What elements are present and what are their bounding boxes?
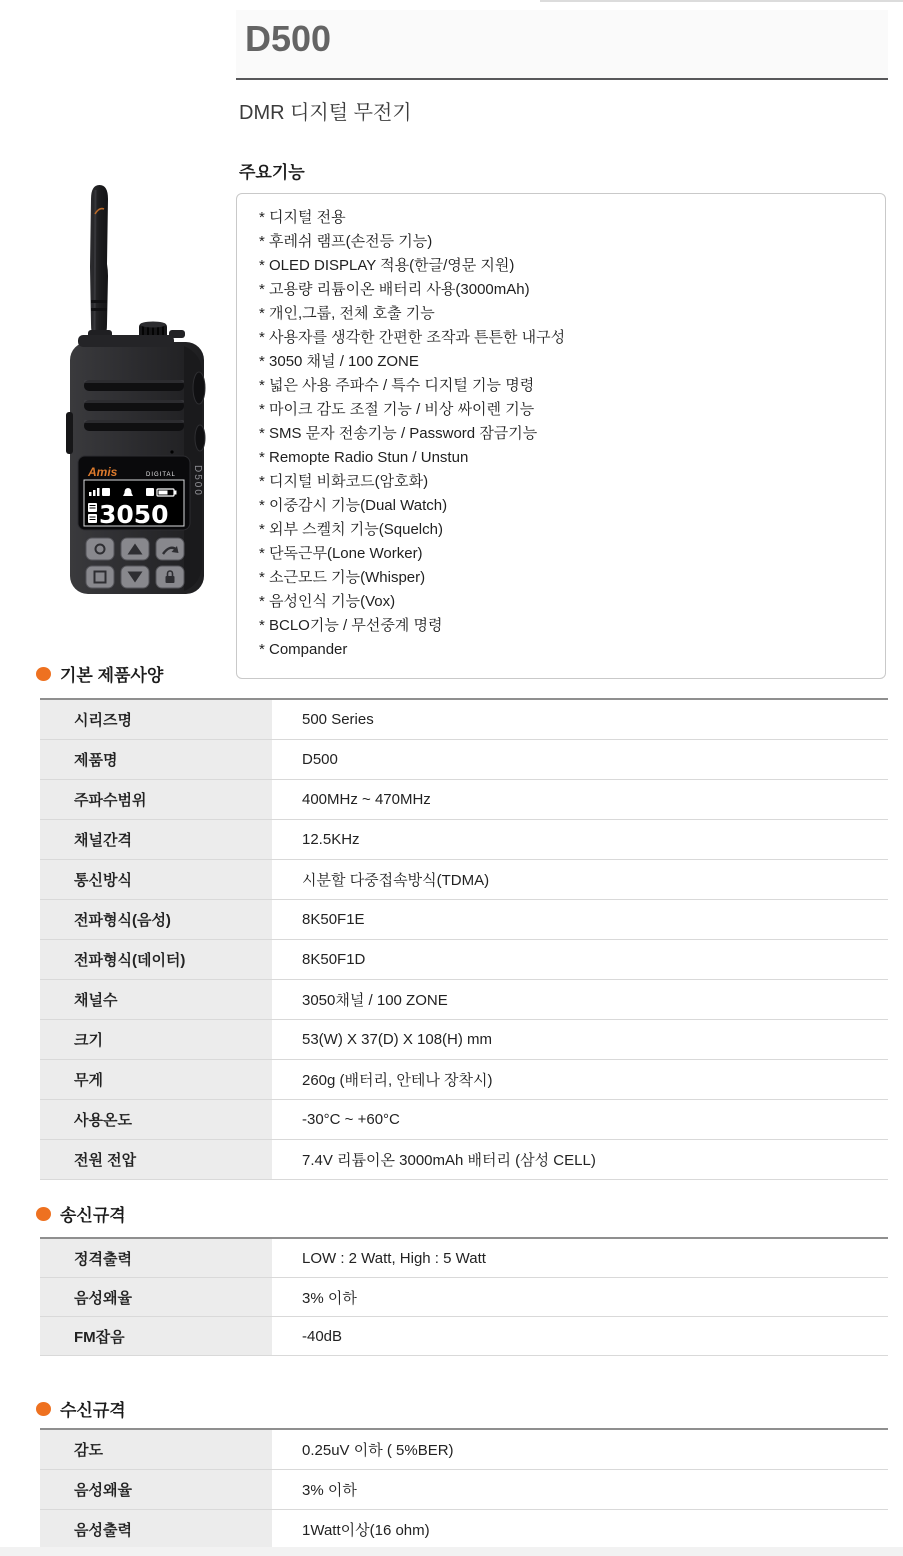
spec-label: 주파수범위	[40, 780, 272, 819]
features-box	[236, 193, 886, 679]
feature-item: * 개인,그룹, 전체 호출 기능	[259, 305, 435, 322]
header-rule	[236, 78, 888, 80]
page-title: D500	[245, 18, 332, 59]
feature-item: * 외부 스켈치 기능(Squelch)	[259, 521, 443, 538]
spec-row	[40, 1100, 888, 1140]
section-heading-label: 기본 제품사양	[60, 666, 164, 685]
section-heading-tx-specs	[36, 1201, 126, 1226]
spec-value: LOW : 2 Watt, High : 5 Watt	[302, 1249, 486, 1267]
spec-value: 400MHz ~ 470MHz	[302, 791, 431, 808]
section-heading-label: 송신규격	[60, 1206, 126, 1225]
spec-value: 3% 이하	[302, 1289, 357, 1307]
feature-item: * 마이크 감도 조절 기능 / 비상 싸이렌 기능	[259, 401, 535, 418]
spec-value: 시분할 다중접속방식(TDMA)	[302, 872, 490, 889]
feature-item: * 넓은 사용 주파수 / 특수 디지털 기능 명령	[259, 377, 535, 394]
side-ptt-button	[66, 412, 73, 454]
spec-row	[40, 1020, 888, 1060]
spec-row	[40, 700, 888, 740]
spec-value: 7.4V 리튬이온 3000mAh 배터리 (삼성 CELL)	[302, 1152, 596, 1169]
spec-value: -30°C ~ +60°C	[302, 1111, 400, 1128]
spec-row	[40, 940, 888, 980]
rx-specs-table	[40, 1428, 888, 1550]
spec-value: 12.5KHz	[302, 831, 360, 848]
spec-value: 0.25uV 이하 ( 5%BER)	[302, 1442, 454, 1459]
spec-value: 260g (배터리, 안테나 장착시)	[302, 1072, 493, 1089]
spec-row	[40, 1510, 888, 1550]
feature-item: * 디지털 비화코드(암호화)	[259, 473, 429, 490]
spec-label: 음성왜율	[40, 1470, 272, 1509]
spec-row	[40, 1317, 888, 1356]
features-list	[237, 194, 885, 662]
spec-value: 53(W) X 37(D) X 108(H) mm	[302, 1031, 493, 1048]
feature-item: * OLED DISPLAY 적용(한글/영문 지원)	[259, 257, 515, 274]
spec-value: 3050채널 / 100 ZONE	[302, 992, 448, 1009]
spec-value: 3% 이하	[302, 1482, 357, 1499]
spec-label: 무게	[40, 1060, 272, 1099]
product-image	[42, 172, 232, 604]
spec-label: 음성출력	[40, 1510, 272, 1549]
spec-label: 채널간격	[40, 820, 272, 859]
spec-row	[40, 860, 888, 900]
bottom-band	[0, 1547, 903, 1556]
spec-label: 크기	[40, 1020, 272, 1059]
spec-value: D500	[302, 751, 338, 768]
spec-row	[40, 900, 888, 940]
spec-row	[40, 820, 888, 860]
up-button	[121, 538, 149, 560]
tx-specs-table	[40, 1237, 888, 1356]
spec-row	[40, 1430, 888, 1470]
menu-button	[86, 566, 114, 588]
spec-label: 음성왜율	[40, 1278, 272, 1316]
feature-item: * 3050 채널 / 100 ZONE	[259, 353, 419, 370]
side-model-label: D500	[192, 465, 203, 497]
spec-label: 시리즈명	[40, 700, 272, 739]
power-button	[86, 538, 114, 560]
feature-item: * 사용자를 생각한 간편한 조작과 튼튼한 내구성	[259, 329, 566, 346]
spec-label: 사용온도	[40, 1100, 272, 1139]
spec-row	[40, 1278, 888, 1317]
antenna-graphic	[90, 185, 108, 342]
feature-item: * Compander	[259, 641, 348, 658]
feature-item: * 디지털 전용	[259, 209, 346, 226]
lock-button	[156, 566, 184, 588]
call-button	[156, 538, 184, 560]
spec-label: 통신방식	[40, 860, 272, 899]
spec-value: -40dB	[302, 1327, 343, 1345]
header-panel	[236, 10, 888, 78]
product-subtitle: DMR 디지털 무전기	[239, 102, 412, 124]
spec-label: 감도	[40, 1430, 272, 1469]
section-bullet-icon	[36, 1207, 51, 1221]
section-heading-rx-specs	[36, 1396, 126, 1421]
side-key	[193, 372, 205, 404]
spec-row	[40, 980, 888, 1020]
spec-value: 500 Series	[302, 711, 374, 728]
section-bullet-icon	[36, 667, 51, 681]
spec-label: 정격출력	[40, 1239, 272, 1277]
feature-item: * SMS 문자 전송기능 / Password 잠금기능	[259, 425, 538, 442]
section-heading-label: 수신규격	[60, 1401, 126, 1420]
mic-hole	[170, 450, 173, 453]
spec-row	[40, 1470, 888, 1510]
spec-label: 제품명	[40, 740, 272, 779]
spec-value: 8K50F1D	[302, 951, 366, 968]
spec-row	[40, 780, 888, 820]
feature-item: * 후레쉬 램프(손전등 기능)	[259, 233, 433, 250]
spec-label: 전파형식(음성)	[40, 900, 272, 939]
down-button	[121, 566, 149, 588]
section-heading-basic-specs	[36, 661, 163, 686]
spec-label: 전원 전압	[40, 1140, 272, 1179]
spec-row	[40, 1060, 888, 1100]
basic-specs-table	[40, 698, 888, 1180]
feature-item: * 이중감시 기능(Dual Watch)	[259, 497, 448, 514]
top-deck	[78, 335, 174, 347]
brand-logo: Amis	[88, 465, 118, 479]
side-key-2	[195, 425, 205, 451]
spec-value: 1Watt이상(16 ohm)	[302, 1522, 430, 1539]
channel-number: 3050	[99, 500, 169, 529]
section-bullet-icon	[36, 1402, 51, 1416]
features-heading: 주요기능	[239, 163, 305, 182]
feature-item: * 소근모드 기능(Whisper)	[259, 569, 426, 586]
feature-item: * BCLO기능 / 무선중계 명령	[259, 617, 443, 634]
spec-label: 채널수	[40, 980, 272, 1019]
feature-item: * 고용량 리튬이온 배터리 사용(3000mAh)	[259, 281, 530, 298]
top-divider-line	[540, 0, 903, 2]
spec-row	[40, 1140, 888, 1180]
spec-label: FM잡음	[40, 1317, 272, 1355]
feature-item: * 단독근무(Lone Worker)	[259, 545, 423, 562]
spec-row	[40, 740, 888, 780]
feature-item: * 음성인식 기능(Vox)	[259, 593, 396, 610]
display-mode-label: DIGITAL	[146, 472, 176, 478]
feature-item: * Remopte Radio Stun / Unstun	[259, 449, 469, 466]
speaker-grille	[84, 380, 184, 431]
display	[78, 456, 190, 530]
spec-value: 8K50F1E	[302, 911, 365, 928]
spec-label: 전파형식(데이터)	[40, 940, 272, 979]
spec-row	[40, 1239, 888, 1278]
